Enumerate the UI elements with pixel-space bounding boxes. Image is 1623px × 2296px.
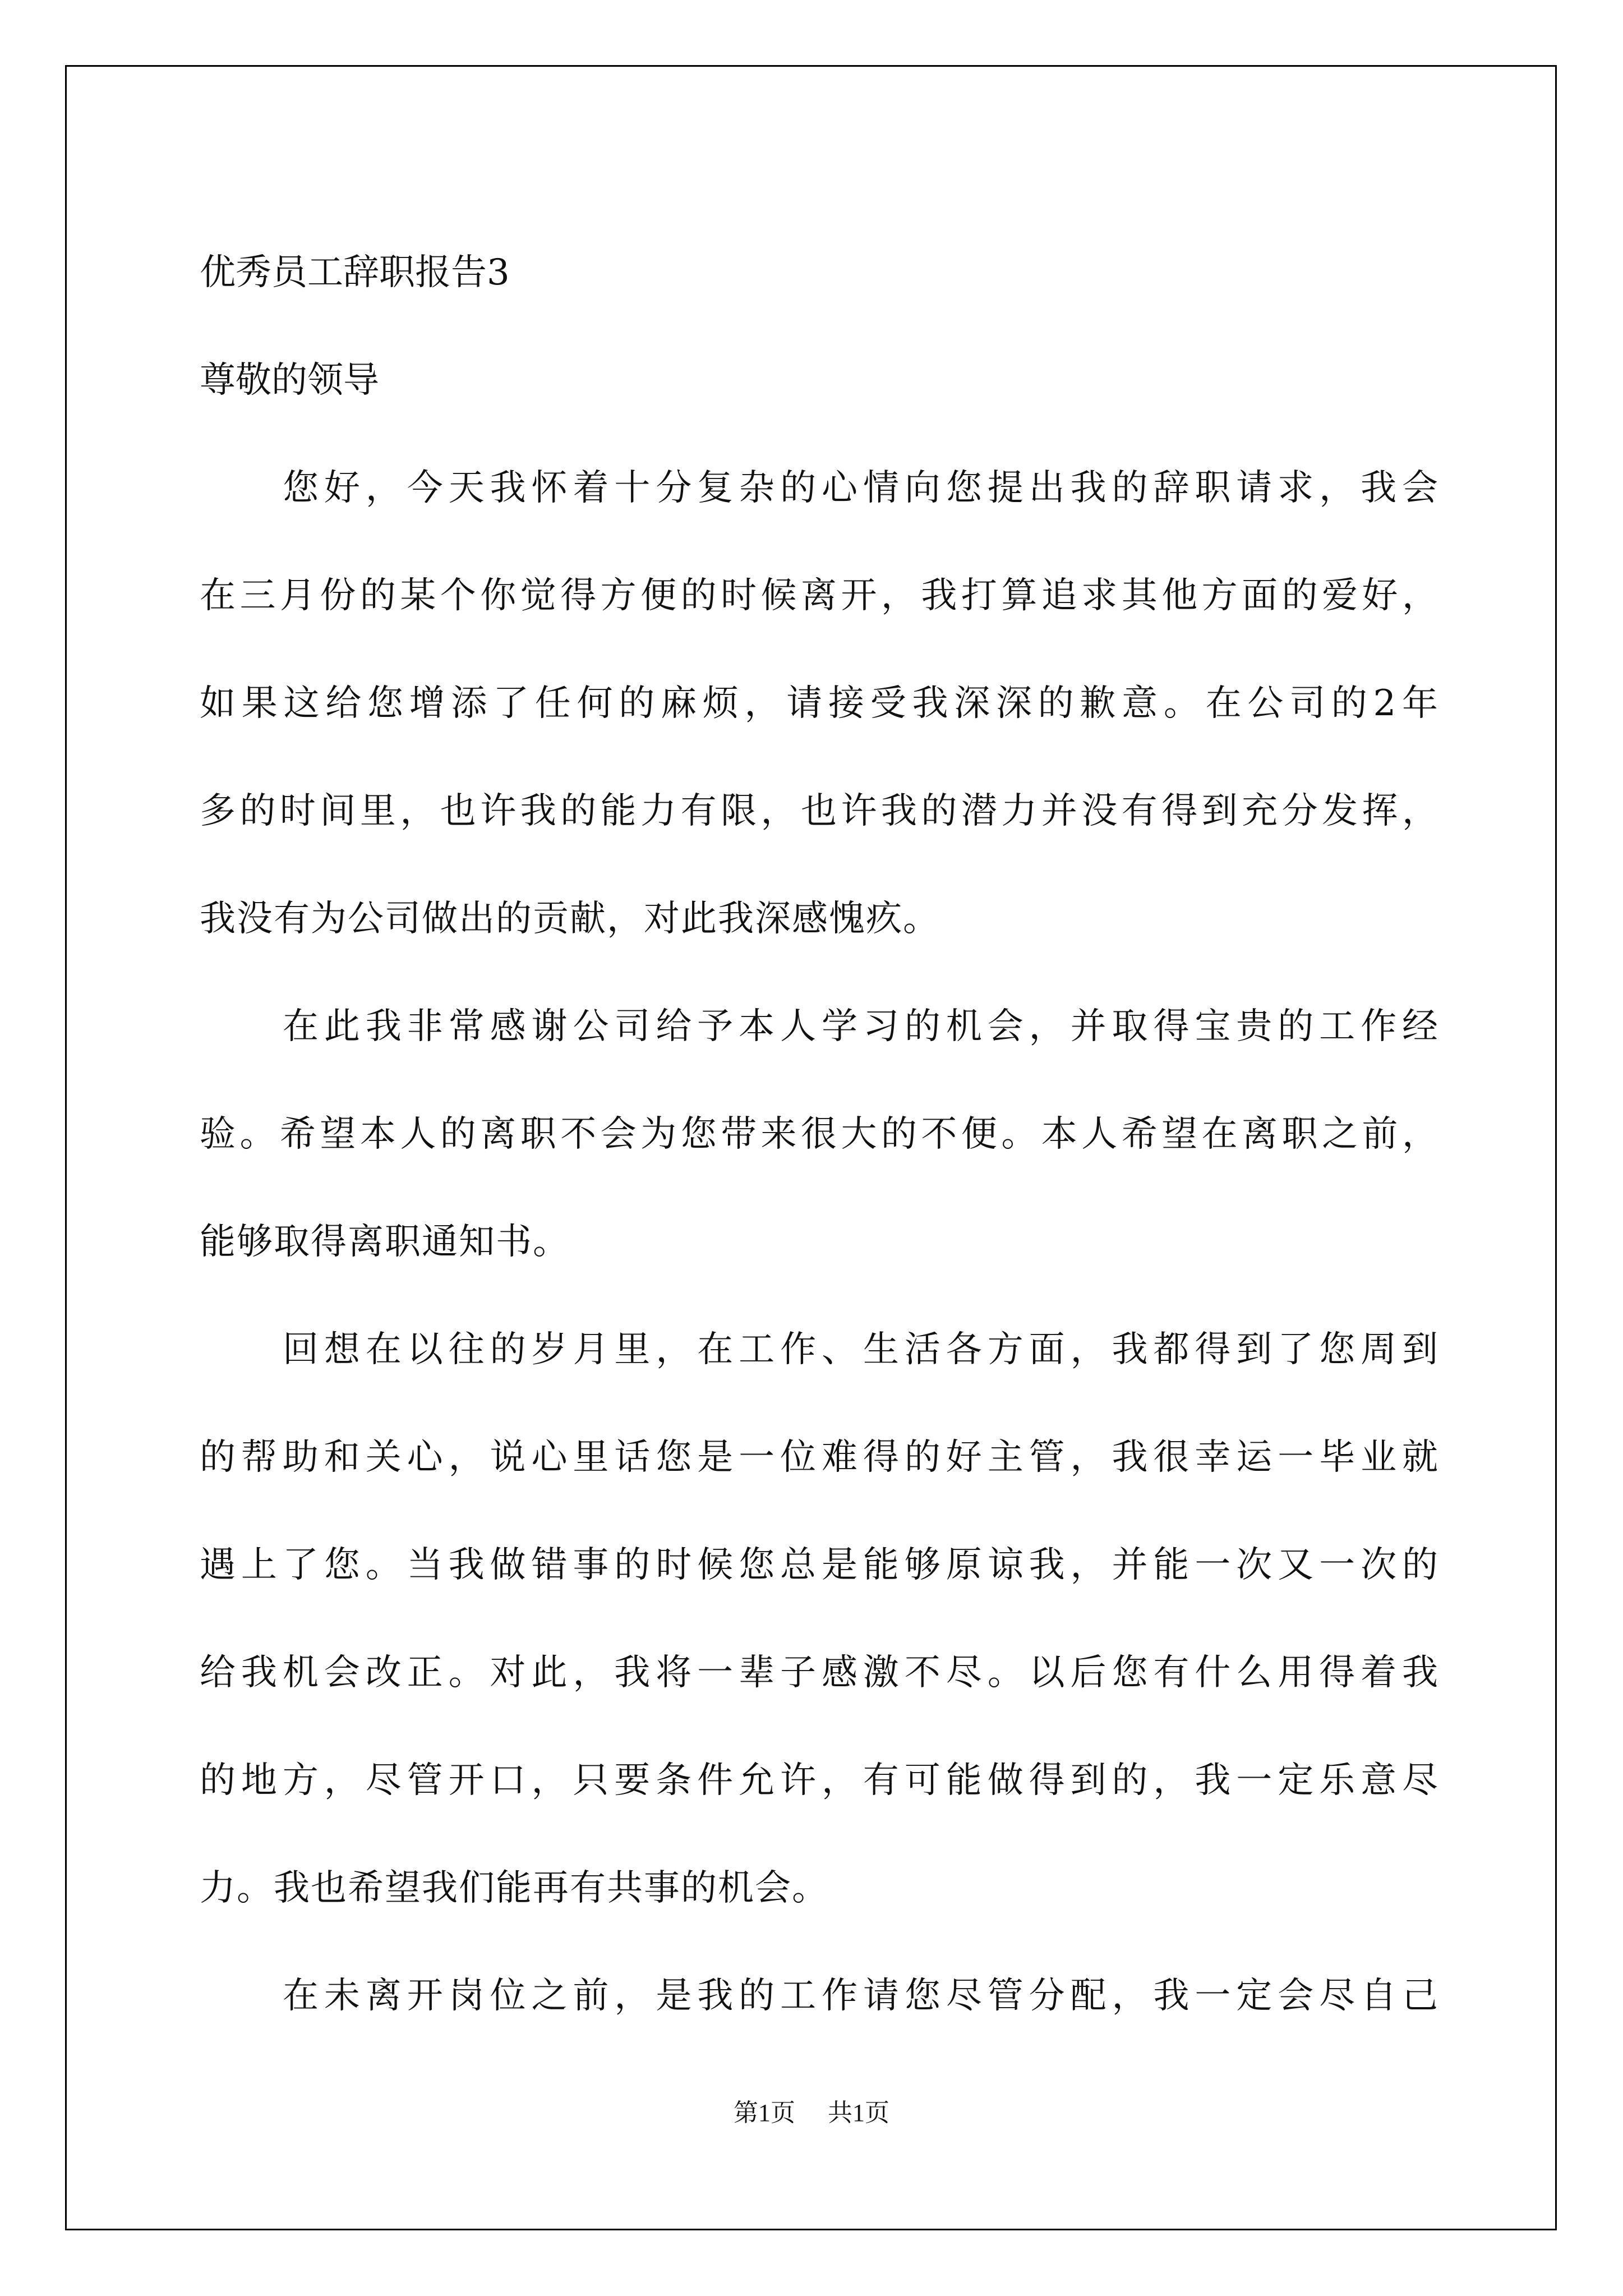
text-line: 在未离开岗位之前，是我的工作请您尽管分配，我一定会尽自己 <box>283 1975 1439 2017</box>
text-line: 在三月份的某个你觉得方便的时候离开，我打算追求其他方面的爱好， <box>200 575 1439 616</box>
text-line: 的帮助和关心，说心里话您是一位难得的好主管，我很幸运一毕业就 <box>200 1437 1439 1478</box>
text-line: 您好，今天我怀着十分复杂的心情向您提出我的辞职请求，我会 <box>283 467 1439 509</box>
text-line: 如果这给您增添了任何的麻烦，请接受我深深的歉意。在公司的2年 <box>200 683 1439 724</box>
text-line: 多的时间里，也许我的能力有限，也许我的潜力并没有得到充分发挥， <box>200 790 1439 832</box>
document-title: 优秀员工辞职报告3 <box>200 252 510 293</box>
text-line: 在此我非常感谢公司给予本人学习的机会，并取得宝贵的工作经 <box>283 1006 1439 1047</box>
text-line: 验。希望本人的离职不会为您带来很大的不便。本人希望在离职之前， <box>200 1114 1439 1155</box>
text-line: 的地方，尽管开口，只要条件允许，有可能做得到的，我一定乐意尽 <box>200 1760 1439 1801</box>
text-line: 能够取得离职通知书。 <box>200 1221 570 1263</box>
body-lines <box>200 434 1439 2050</box>
text-line: 力。我也希望我们能再有共事的机会。 <box>200 1867 829 1909</box>
document-body <box>200 219 1439 2050</box>
text-line: 遇上了您。当我做错事的时候您总是能够原谅我，并能一次又一次的 <box>200 1544 1439 1586</box>
salutation: 尊敬的领导 <box>200 360 379 401</box>
page-number: 第1页 <box>734 2099 795 2127</box>
total-pages: 共1页 <box>828 2099 889 2127</box>
text-line: 回想在以往的岁月里，在工作、生活各方面，我都得到了您周到 <box>283 1329 1439 1370</box>
text-line: 我没有为公司做出的贡献，对此我深感愧疚。 <box>200 898 940 940</box>
text-line: 给我机会改正。对此，我将一辈子感激不尽。以后您有什么用得着我 <box>200 1652 1439 1694</box>
page-footer <box>0 2092 1623 2128</box>
